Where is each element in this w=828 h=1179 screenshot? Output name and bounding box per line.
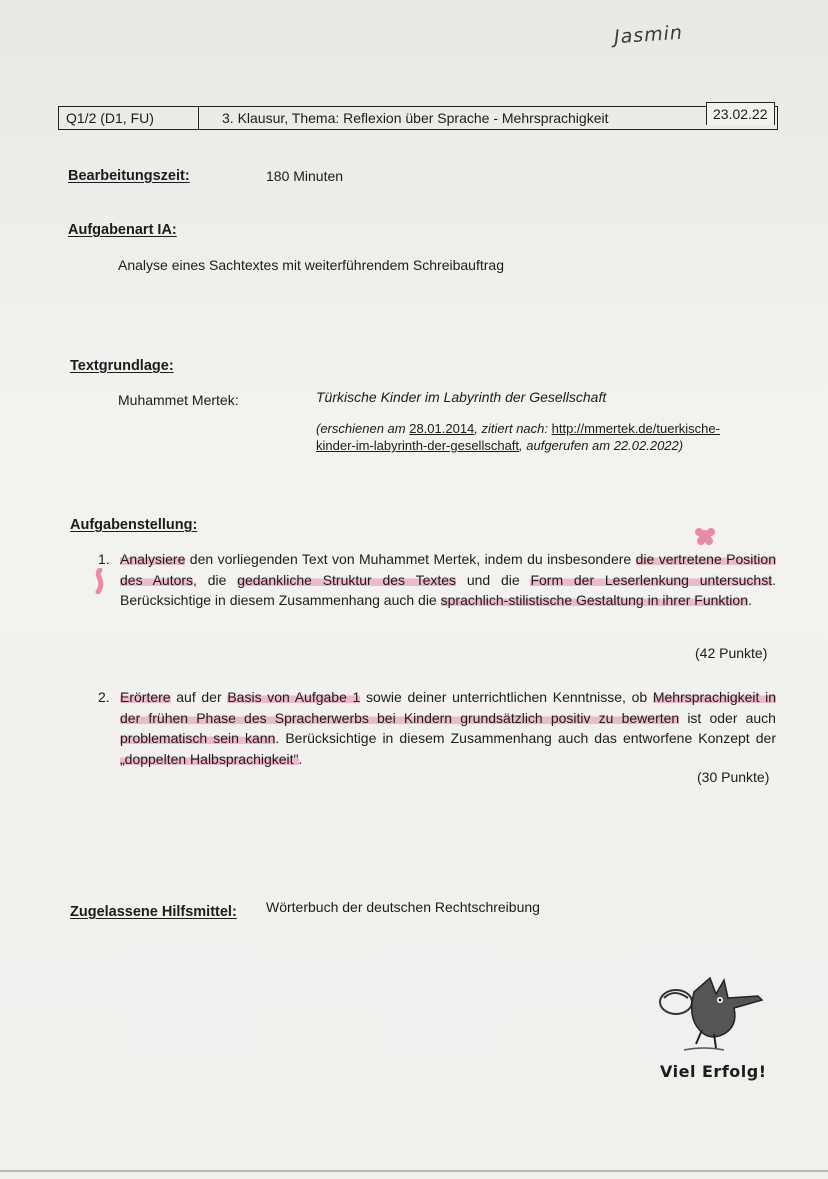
flower-doodle-icon	[92, 568, 108, 594]
task-1-points: (42 Punkte)	[695, 645, 768, 661]
task-2: 2. Erörtere auf der Basis von Aufgabe 1 sowie deiner unterrichtlichen Kenntnisse, ob Mehrsprachigkeit in der frühen Phase des Spracherwerbs bei Kindern grundsätzlich positiv zu bewerten ist oder auch problematisch sein kann. Berücksichtige in diesem Zusammenhang auch das entworfene Konzept der „doppelten Halbsprachigkeit".	[98, 689, 777, 767]
source-author: Muhammet Mertek:	[118, 392, 239, 408]
textgrundlage-label: Textgrundlage:	[70, 358, 174, 374]
task-2-points: (30 Punkte)	[697, 769, 770, 785]
bearbeitungszeit-value: 180 Minuten	[266, 168, 344, 184]
header-separator	[198, 107, 199, 129]
aufgabenart-label: Aufgabenart IA:	[68, 222, 177, 238]
header-title: 3. Klausur, Thema: Reflexion über Sprache - Mehrsprachigkeit	[222, 110, 609, 126]
header-date: 23.02.22	[706, 102, 775, 125]
hilfsmittel-label: Zugelassene Hilfsmittel:	[70, 904, 237, 920]
page-bottom-edge	[0, 1170, 828, 1172]
header-course: Q1/2 (D1, FU)	[66, 110, 154, 126]
source-citation: (erschienen am 28.01.2014, zitiert nach: http://mmertek.de/tuerkische- kinder-im-labyrinth-der-gesellschaft, aufgerufen am 22.02.2022)	[316, 421, 720, 453]
flower-doodle-icon	[692, 524, 718, 548]
aufgabenstellung-label: Aufgabenstellung:	[70, 517, 198, 533]
task-1: 1. Analysiere den vorliegenden Text von Muhammet Mertek, indem du insbesondere die vertretene Position des Autors, die gedankliche Struktur des Textes und die Form der Leserlenkung untersuchst. Berücksichtige in diesem Zusammenhang auch die sprachlich-stilistische Gestaltung in ihrer Funktion.	[98, 551, 776, 608]
aufgabenart-value: Analyse eines Sachtextes mit weiterführendem Schreibauftrag	[118, 257, 504, 273]
hilfsmittel-value: Wörterbuch der deutschen Rechtschreibung	[266, 899, 540, 915]
closing-message: Viel Erfolg!	[660, 1062, 767, 1081]
fox-drawing-icon	[654, 972, 772, 1056]
bearbeitungszeit-label: Bearbeitungszeit:	[68, 168, 190, 184]
source-title: Türkische Kinder im Labyrinth der Gesellschaft	[316, 389, 607, 405]
student-name: Jasmin	[613, 21, 684, 49]
